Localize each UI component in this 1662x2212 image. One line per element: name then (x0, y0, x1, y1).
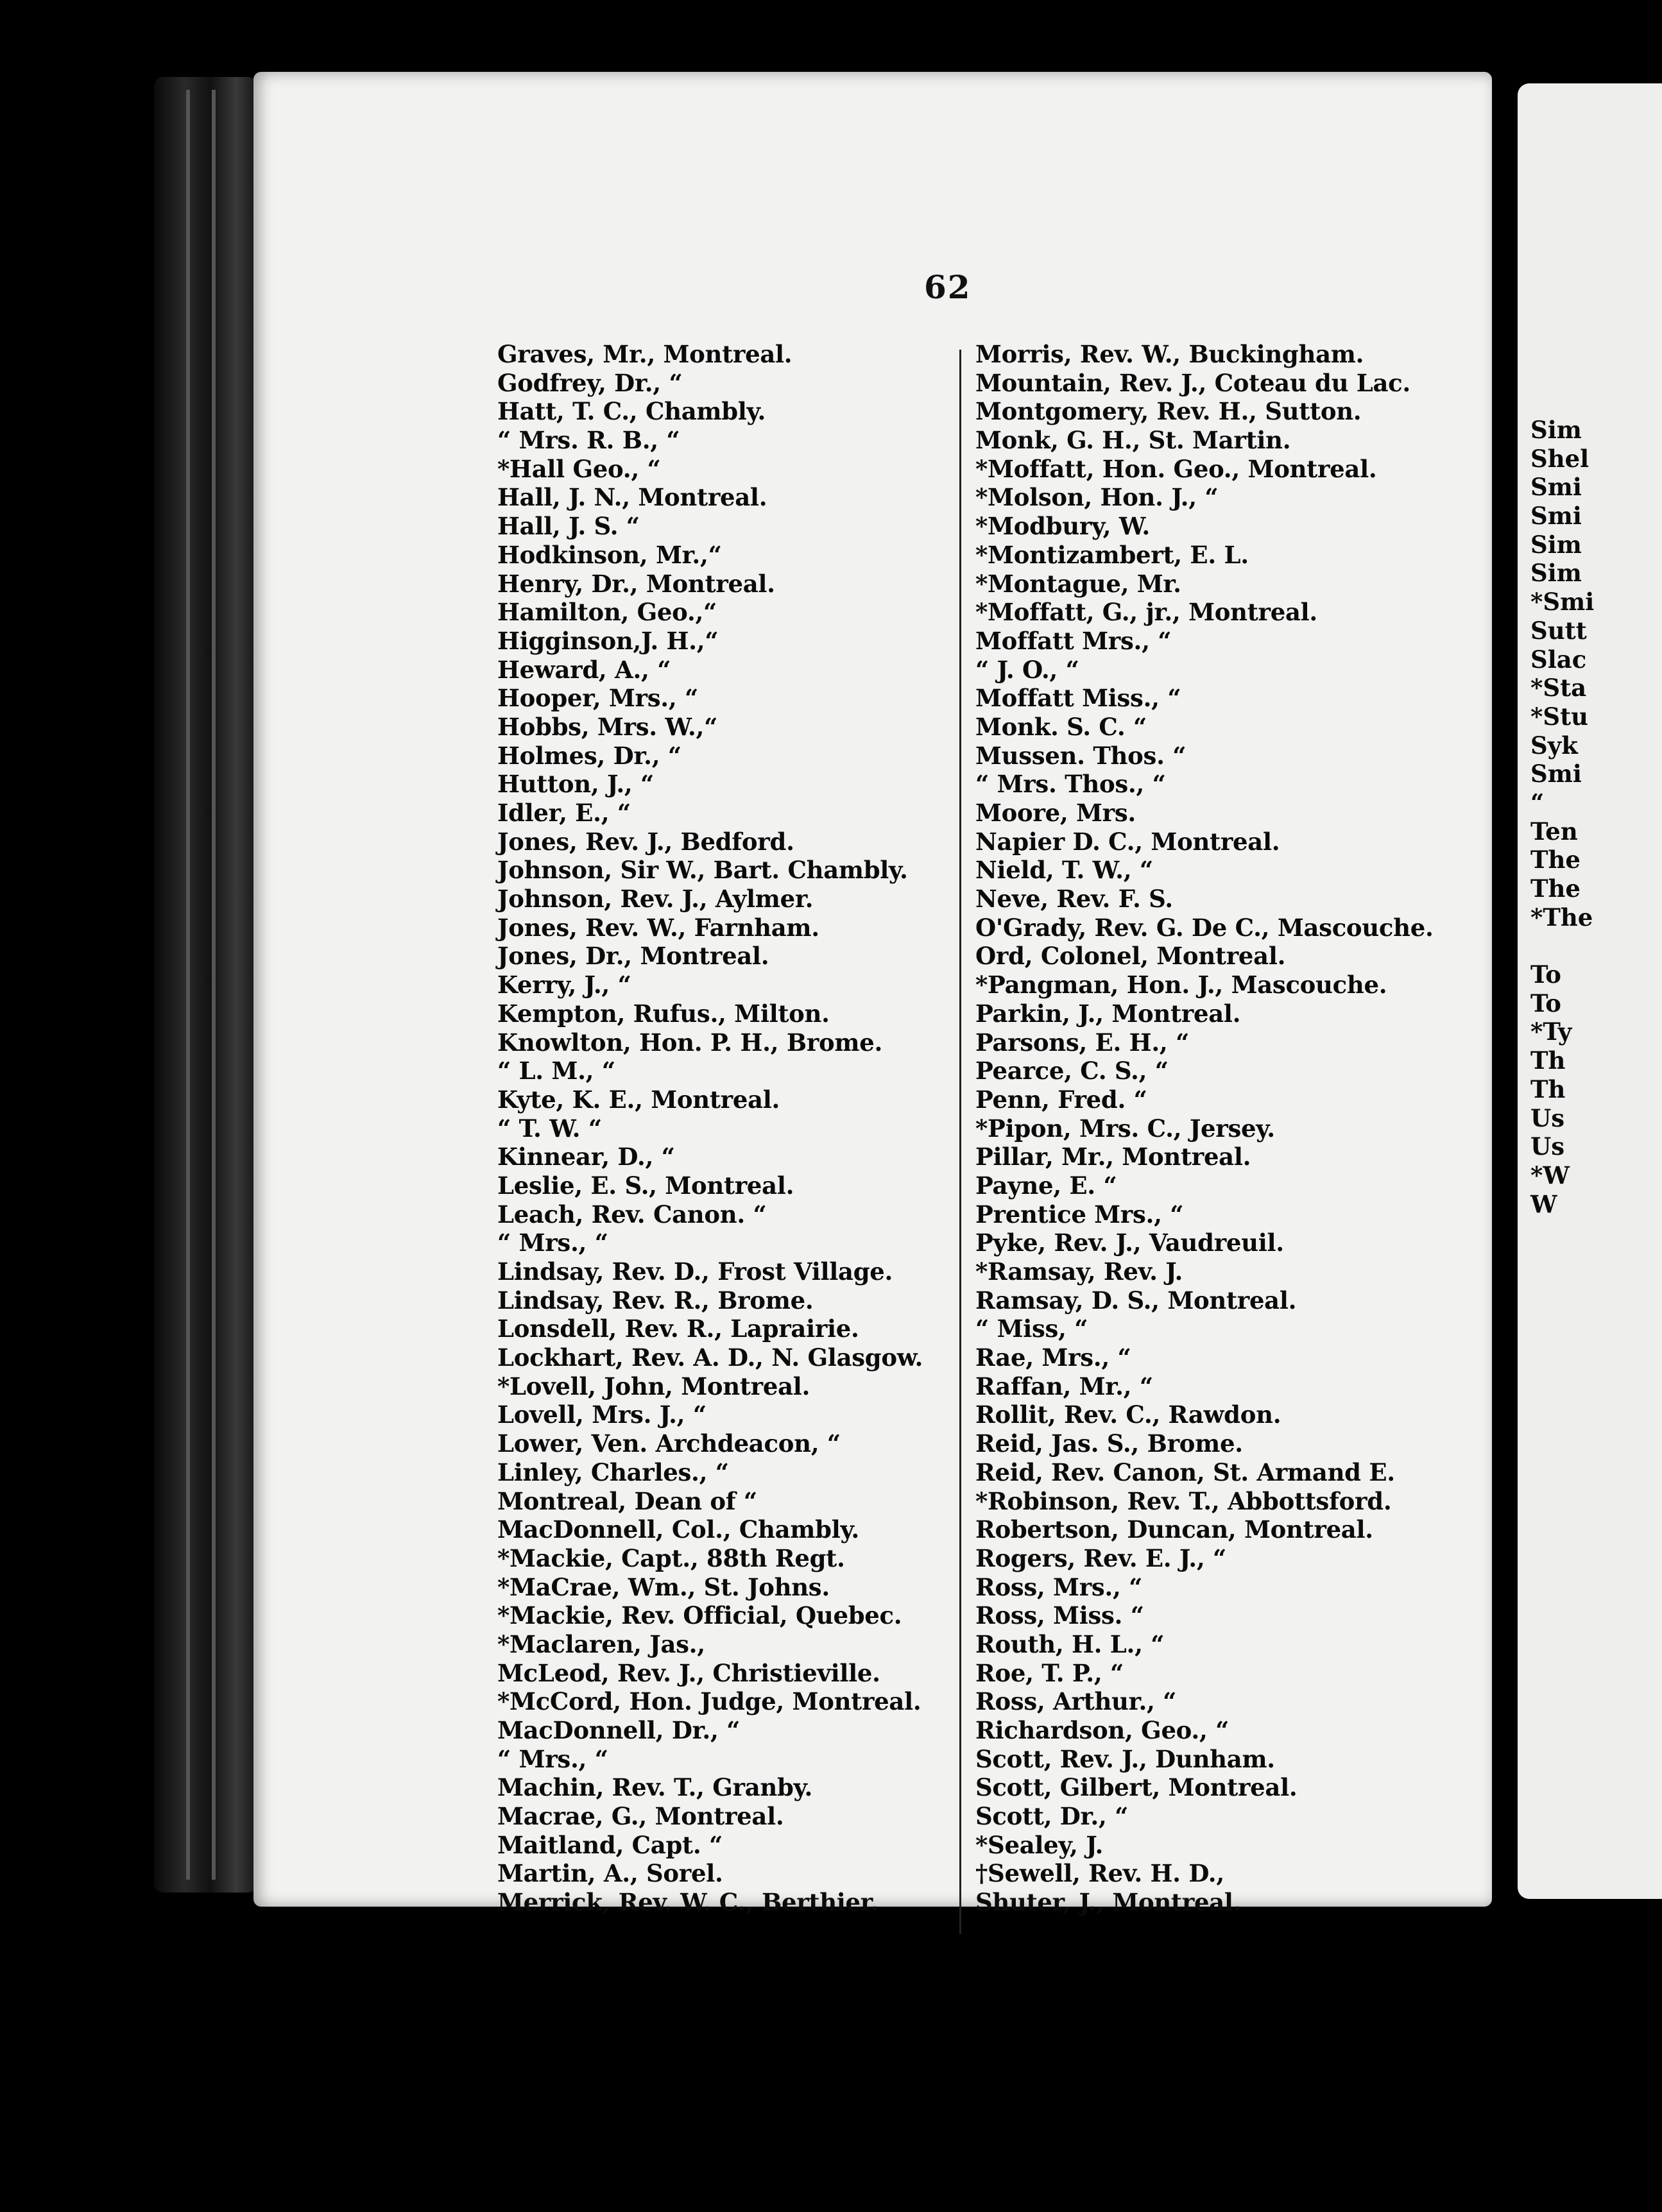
list-item: Ross, Miss. “ (975, 1601, 1144, 1630)
next-page-fragment: Ten (1530, 817, 1578, 846)
next-page-fragment (1518, 932, 1594, 960)
next-page-fragment: To (1530, 989, 1561, 1017)
list-item: *Hall Geo., “ (497, 454, 661, 483)
list-item: Moffatt Mrs., “ (975, 626, 1172, 655)
list-item: “ J. O., “ (975, 655, 1079, 684)
list-item: *Modbury, W. (975, 512, 1150, 541)
list-item: Mussen. Thos. “ (975, 741, 1187, 770)
list-item: Jones, Rev. W., Farnham. (497, 913, 819, 942)
list-item: Rollit, Rev. C., Rawdon. (975, 1400, 1281, 1429)
list-item: Jones, Rev. J., Bedford. (497, 827, 794, 856)
list-item: Johnson, Sir W., Bart. Chambly. (497, 856, 908, 885)
list-item: Robertson, Duncan, Montreal. (975, 1515, 1373, 1544)
list-item: *Robinson, Rev. T., Abbottsford. (975, 1486, 1392, 1515)
list-item: Hatt, T. C., Chambly. (497, 397, 766, 426)
list-item: Lovell, Mrs. J., “ (497, 1400, 707, 1429)
list-item: Hooper, Mrs., “ (497, 684, 698, 713)
list-item: MacDonnell, Dr., “ (497, 1716, 741, 1744)
list-item: Pearce, C. S., “ (975, 1057, 1169, 1085)
list-item: Lindsay, Rev. R., Brome. (497, 1286, 814, 1314)
next-page-fragment: Sim (1530, 530, 1582, 559)
list-item: Hall, J. N., Montreal. (497, 483, 767, 512)
list-item: Ross, Arthur., “ (975, 1687, 1177, 1716)
list-item: Routh, H. L., “ (975, 1629, 1165, 1658)
list-item: Macrae, G., Montreal. (497, 1802, 784, 1831)
next-page-fragment: Smi (1530, 760, 1582, 788)
next-page-fragment: Us (1530, 1132, 1565, 1161)
list-item: “ L. M., “ (497, 1057, 615, 1085)
list-item: Prentice Mrs., “ (975, 1200, 1184, 1229)
list-item: “ Mrs., “ (497, 1744, 608, 1773)
right-page-fragment (1518, 83, 1662, 1899)
list-item: Raffan, Mr., “ (975, 1372, 1153, 1400)
list-item: Johnson, Rev. J., Aylmer. (497, 885, 814, 914)
list-item: “ T. W. “ (497, 1114, 602, 1143)
list-item: Scott, Rev. J., Dunham. (975, 1744, 1275, 1773)
list-item: †Sewell, Rev. H. D., (975, 1859, 1224, 1888)
list-item: MacDonnell, Col., Chambly. (497, 1515, 860, 1544)
list-item: Payne, E. “ (975, 1171, 1117, 1200)
list-item: Holmes, Dr., “ (497, 741, 681, 770)
list-item: Nield, T. W., “ (975, 856, 1153, 885)
next-page-fragment: Th (1530, 1046, 1566, 1075)
next-page-fragment: Slac (1530, 645, 1587, 674)
list-item: *Montizambert, E. L. (975, 540, 1249, 569)
next-page-column (1518, 416, 1594, 1218)
next-page-fragment: The (1530, 874, 1581, 903)
book-binding (154, 77, 257, 1893)
list-item: *Mackie, Capt., 88th Regt. (497, 1544, 845, 1572)
list-item: *Montague, Mr. (975, 569, 1181, 598)
list-item: *MaCrae, Wm., St. Johns. (497, 1572, 830, 1601)
list-item: Machin, Rev. T., Granby. (497, 1773, 813, 1802)
list-item: Jones, Dr., Montreal. (497, 942, 769, 971)
list-item: Heward, A., “ (497, 655, 671, 684)
next-page-fragment: *Sta (1530, 674, 1587, 702)
next-page-fragment: Syk (1530, 731, 1578, 760)
list-item: Knowlton, Hon. P. H., Brome. (497, 1028, 883, 1057)
next-page-fragment: Smi (1530, 473, 1582, 502)
list-item: Hobbs, Mrs. W.,“ (497, 712, 718, 741)
list-item: Hutton, J., “ (497, 770, 655, 799)
next-page-fragment: *The (1530, 903, 1593, 932)
list-item: Roe, T. P., “ (975, 1658, 1124, 1687)
list-item: Lindsay, Rev. D., Frost Village. (497, 1257, 893, 1286)
list-item: Ord, Colonel, Montreal. (975, 942, 1286, 971)
list-item: Kyte, K. E., Montreal. (497, 1085, 780, 1114)
next-page-fragment: To (1530, 960, 1561, 989)
list-item: “ Mrs. Thos., “ (975, 770, 1166, 799)
list-item: Napier D. C., Montreal. (975, 827, 1280, 856)
list-item: Reid, Rev. Canon, St. Armand E. (975, 1458, 1395, 1486)
list-item: “ Mrs., “ (497, 1229, 608, 1257)
next-page-fragment: *Ty (1530, 1017, 1572, 1046)
list-item: Scott, Dr., “ (975, 1802, 1129, 1831)
next-page-fragment: Sim (1530, 559, 1582, 588)
list-item: “ Mrs. R. B., “ (497, 426, 680, 455)
list-item: Rogers, Rev. E. J., “ (975, 1544, 1226, 1572)
list-item: Neve, Rev. F. S. (975, 885, 1173, 914)
list-item: Higginson,J. H.,“ (497, 626, 719, 655)
list-item: Shuter, J., Montreal. (975, 1888, 1242, 1917)
list-item: Pyke, Rev. J., Vaudreuil. (975, 1229, 1284, 1257)
list-item: Pillar, Mr., Montreal. (975, 1143, 1251, 1171)
list-item: Penn, Fred. “ (975, 1085, 1147, 1114)
list-item: *Pangman, Hon. J., Mascouche. (975, 971, 1387, 1000)
list-item: Idler, E., “ (497, 799, 631, 827)
spine-line (186, 90, 190, 1880)
list-item: Montgomery, Rev. H., Sutton. (975, 397, 1362, 426)
list-item: Merrick, Rev. W. C., Berthier. (497, 1888, 879, 1917)
list-item: “ Miss, “ (975, 1314, 1088, 1343)
list-item: Reid, Jas. S., Brome. (975, 1429, 1243, 1458)
list-item: Monk, G. H., St. Martin. (975, 426, 1291, 455)
list-item: Ross, Mrs., “ (975, 1572, 1143, 1601)
next-page-fragment: The (1530, 846, 1581, 874)
list-item: O'Grady, Rev. G. De C., Mascouche. (975, 913, 1434, 942)
list-item: Ramsay, D. S., Montreal. (975, 1286, 1297, 1314)
list-item: Parkin, J., Montreal. (975, 999, 1241, 1028)
list-item: *Pipon, Mrs. C., Jersey. (975, 1114, 1275, 1143)
list-item: Hodkinson, Mr.,“ (497, 540, 722, 569)
list-item: McLeod, Rev. J., Christieville. (497, 1658, 880, 1687)
list-item: Hamilton, Geo.,“ (497, 598, 717, 627)
next-page-fragment: “ (1530, 788, 1545, 817)
next-page-fragment: *W (1530, 1161, 1570, 1189)
list-item: *Molson, Hon. J., “ (975, 483, 1219, 512)
list-item: Graves, Mr., Montreal. (497, 340, 792, 368)
list-item: Moore, Mrs. (975, 799, 1136, 827)
list-item: Monk. S. C. “ (975, 712, 1147, 741)
next-page-fragment: *Smi (1530, 588, 1595, 617)
list-item: Scott, Gilbert, Montreal. (975, 1773, 1298, 1802)
list-item: *Moffatt, Hon. Geo., Montreal. (975, 454, 1377, 483)
list-item: Richardson, Geo., “ (975, 1716, 1229, 1744)
next-page-fragment: Shel (1530, 444, 1589, 473)
list-item: Maitland, Capt. “ (497, 1830, 723, 1859)
list-item: *Lovell, John, Montreal. (497, 1372, 810, 1400)
left-name-column (497, 340, 985, 1917)
list-item: Mountain, Rev. J., Coteau du Lac. (975, 368, 1410, 397)
right-name-column (975, 340, 1463, 1917)
list-item: *Moffatt, G., jr., Montreal. (975, 598, 1317, 627)
list-item: Leslie, E. S., Montreal. (497, 1171, 794, 1200)
list-item: Hall, J. S. “ (497, 512, 640, 541)
list-item: *Mackie, Rev. Official, Quebec. (497, 1601, 902, 1630)
list-item: Henry, Dr., Montreal. (497, 569, 775, 598)
list-item: *Maclaren, Jas., (497, 1629, 705, 1658)
list-item: Godfrey, Dr., “ (497, 368, 683, 397)
spine-line (212, 90, 216, 1880)
next-page-fragment: W (1530, 1189, 1557, 1218)
next-page-fragment: Us (1530, 1103, 1565, 1132)
list-item: Morris, Rev. W., Buckingham. (975, 340, 1364, 368)
list-item: Linley, Charles., “ (497, 1458, 729, 1486)
list-item: Moffatt Miss., “ (975, 684, 1181, 713)
list-item: Kerry, J., “ (497, 971, 631, 1000)
list-item: Parsons, E. H., “ (975, 1028, 1190, 1057)
list-item: *Sealey, J. (975, 1830, 1104, 1859)
list-item: Kinnear, D., “ (497, 1143, 675, 1171)
list-item: Lonsdell, Rev. R., Laprairie. (497, 1314, 859, 1343)
next-page-fragment: Sutt (1530, 616, 1587, 645)
list-item: Leach, Rev. Canon. “ (497, 1200, 767, 1229)
list-item: Rae, Mrs., “ (975, 1343, 1131, 1372)
list-item: *McCord, Hon. Judge, Montreal. (497, 1687, 921, 1716)
page-number: 62 (924, 268, 972, 306)
list-item: Kempton, Rufus., Milton. (497, 999, 830, 1028)
list-item: Montreal, Dean of “ (497, 1486, 757, 1515)
list-item: *Ramsay, Rev. J. (975, 1257, 1183, 1286)
next-page-fragment: Sim (1530, 416, 1582, 444)
list-item: Lower, Ven. Archdeacon, “ (497, 1429, 841, 1458)
list-item: Martin, A., Sorel. (497, 1859, 723, 1888)
next-page-fragment: *Stu (1530, 702, 1589, 731)
next-page-fragment: Th (1530, 1075, 1566, 1103)
column-divider (959, 350, 961, 1934)
next-page-fragment: Smi (1530, 502, 1582, 531)
list-item: Lockhart, Rev. A. D., N. Glasgow. (497, 1343, 923, 1372)
